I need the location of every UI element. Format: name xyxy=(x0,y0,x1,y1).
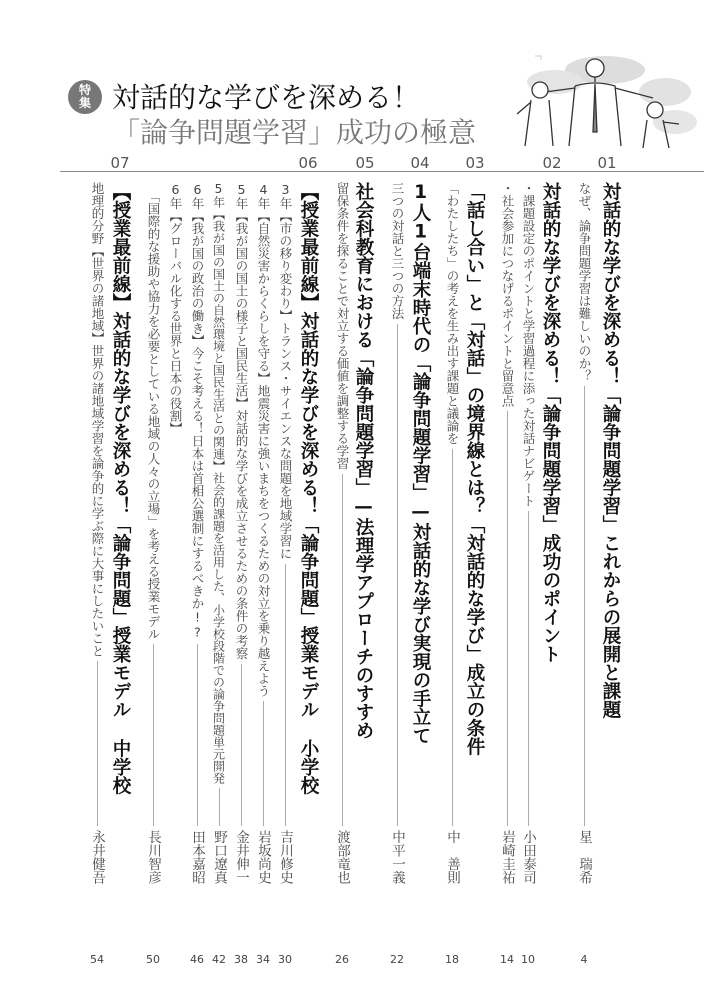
author: 小田泰司 xyxy=(520,830,536,884)
author: 長川智彦 xyxy=(145,830,161,884)
leader-line xyxy=(507,411,508,826)
school-level: 小学校 xyxy=(298,738,319,794)
leader-line xyxy=(97,661,98,826)
author: 岩坂尚史 xyxy=(255,830,271,884)
leader-line xyxy=(197,644,198,827)
teacher-students-illustration xyxy=(495,52,700,148)
toc-entry[interactable]: ・課題設定のポイントと学習過程に添った対話ナビゲート 小田泰司 xyxy=(516,182,540,904)
feature-subtitle: 「論争問題学習」成功の極意 xyxy=(112,116,477,149)
page-number: 26 xyxy=(335,953,349,966)
page-number: 38 xyxy=(234,953,248,966)
page-number: 4 xyxy=(580,953,588,966)
toc-entry[interactable]: 4年【自然災害からくらしを守る】地震災害に強いまちをつくるための対立を乗り越えよう 岩坂尚史 xyxy=(251,182,275,904)
leader-line xyxy=(528,511,529,826)
page-number: 34 xyxy=(256,953,270,966)
leader-line xyxy=(241,664,242,827)
toc-entry[interactable]: 「国際的な援助や協力を必要としている地域の人々の立場」を考える授業モデル 長川智彦 xyxy=(141,182,165,904)
section-number: 06 xyxy=(298,154,318,172)
article-title[interactable]: 対話的な学びを深める！「論争問題学習」これからの展開と課題 xyxy=(600,182,621,719)
toc-entry[interactable]: 6年【我が国の政治の働き】今こそ考える！日本は首相公選制にするべきか!? 田本嘉昭 xyxy=(185,182,209,904)
page-number: 14 xyxy=(500,953,514,966)
section-number: 04 xyxy=(410,154,430,172)
leader-line xyxy=(452,449,453,827)
section-number: 03 xyxy=(465,154,485,172)
article-title[interactable]: 「話し合い」と「対話」の境界線とは？「対話的な学び」成立の条件 xyxy=(464,182,485,756)
page-number: 50 xyxy=(146,953,160,966)
leader-line xyxy=(263,701,264,826)
leader-line xyxy=(153,644,154,826)
leader-line xyxy=(397,324,398,827)
author: 吉川修史 xyxy=(277,830,293,884)
toc-entry[interactable]: 「わたしたち」の考えを生み出す課題と議論を 中 善則 xyxy=(440,182,464,904)
page-number: 46 xyxy=(190,953,204,966)
leader-line xyxy=(342,474,343,827)
feature-title: 対話的な学びを深める！ xyxy=(112,81,421,114)
toc-entry-heading[interactable]: 6年【グローバル化する世界と日本の役割】 xyxy=(168,182,183,435)
page-number: 18 xyxy=(445,953,459,966)
toc-entry[interactable]: 地理的分野【世界の諸地域】世界の諸地域学習を論争的に学ぶ際に大事にしたいこと 永井健吾 xyxy=(85,182,109,904)
section-number: 02 xyxy=(542,154,562,172)
toc-entry[interactable]: 5年【我が国の国土の様子と国民生活】対話的な学びを成立させるための条件の考察 金井伸一 xyxy=(229,182,253,904)
toc-entry[interactable]: ・社会参加につなげるポイントと留意点 岩崎圭祐 xyxy=(495,182,519,904)
toc-entry[interactable]: 三つの対話と三つの方法 中平一義 xyxy=(385,182,409,904)
page-number: 30 xyxy=(278,953,292,966)
toc-entry[interactable]: なぜ、論争問題学習は難しいのか？ 星 瑞希 xyxy=(572,182,596,904)
article-title[interactable]: 【授業最前線】対話的な学びを深める！「論争問題」授業モデル 小学校 xyxy=(296,182,320,904)
author: 中平一義 xyxy=(389,830,405,884)
article-title[interactable]: 1人1台端末時代の「論争問題学習」—対話的な学び実現の手立て xyxy=(410,182,431,745)
author: 永井健吾 xyxy=(89,830,105,884)
article-title[interactable]: 【授業最前線】対話的な学びを深める！「論争問題」授業モデル 中学校 xyxy=(108,182,132,904)
section-number: 01 xyxy=(597,154,617,172)
page-number: 22 xyxy=(390,953,404,966)
author: 金井伸一 xyxy=(233,830,249,884)
leader-line xyxy=(285,564,286,827)
leader-line xyxy=(584,386,585,826)
toc-entry[interactable]: 留保条件を探ることで対立する価値を調整する学習 渡部竜也 xyxy=(330,182,354,904)
author: 野口遼真 xyxy=(211,830,227,884)
author: 岩崎圭祐 xyxy=(499,830,515,884)
toc-entry[interactable]: 3年【市の移り変わり】トランス・サイエンスな問題を地域学習に 吉川修史 xyxy=(273,182,297,904)
article-title[interactable]: 対話的な学びを深める！「論争問題学習」成功のポイント xyxy=(540,182,561,663)
feature-badge: 特集 xyxy=(68,80,102,114)
leader-line xyxy=(219,788,220,826)
author: 田本嘉昭 xyxy=(189,830,205,884)
school-level: 中学校 xyxy=(110,738,131,794)
page-number: 54 xyxy=(90,953,104,966)
author: 渡部竜也 xyxy=(334,830,350,884)
article-title[interactable]: 社会科教育における「論争問題学習」—法理学アプローチのすすめ xyxy=(353,182,374,740)
section-number: 05 xyxy=(355,154,375,172)
page-number: 10 xyxy=(521,953,535,966)
toc-entry[interactable]: 5年【我が国の国土の自然環境と国民生活との関連】社会的課題を活用した、小学校段階での論争問題単元開発 野口遼真 xyxy=(207,182,231,904)
author: 中 善則 xyxy=(444,830,460,884)
page-number: 42 xyxy=(212,953,226,966)
author: 星 瑞希 xyxy=(576,830,592,884)
section-number: 07 xyxy=(110,154,130,172)
